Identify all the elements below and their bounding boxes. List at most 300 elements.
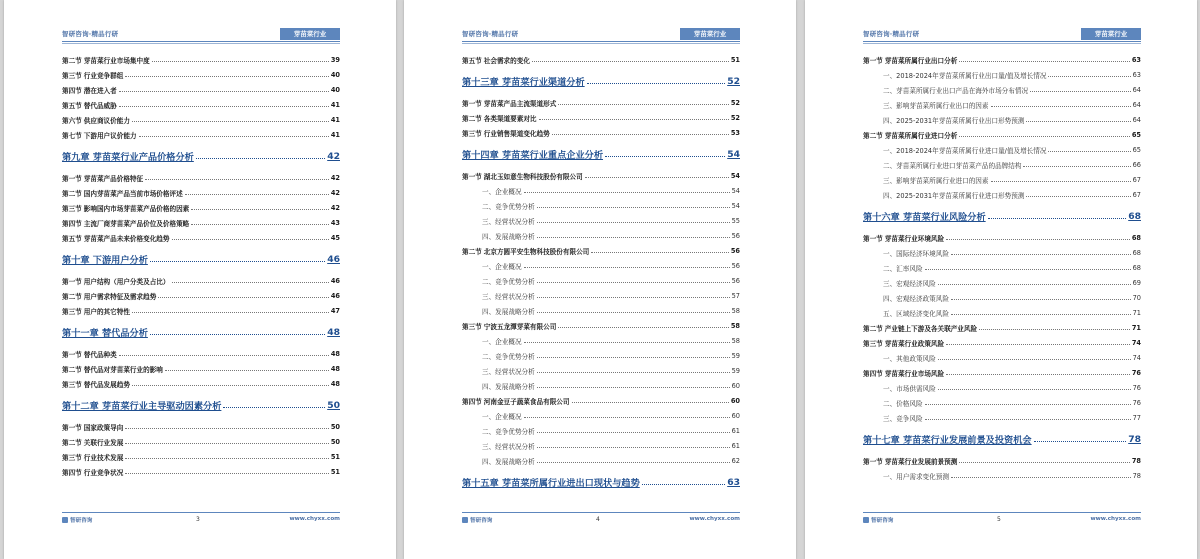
toc-section-entry[interactable] bbox=[62, 376, 340, 391]
toc-entry-title: 芽苗菜行业发展前景预测 bbox=[884, 457, 958, 466]
dot-leader bbox=[572, 402, 729, 403]
dot-leader bbox=[991, 181, 1131, 182]
toc-entry-title: 芽苗菜行业市场风险 bbox=[884, 369, 945, 378]
toc-section-entry[interactable] bbox=[62, 361, 340, 376]
toc-entry-title: 社会需求的变化 bbox=[483, 56, 530, 65]
toc-section-entry[interactable] bbox=[462, 318, 740, 333]
toc-entry-title: 二、芽苗菜所属行业出口产品在海外市场分布情况 bbox=[883, 86, 1029, 95]
toc-section-entry[interactable] bbox=[863, 127, 1141, 142]
dot-leader bbox=[1034, 441, 1127, 442]
toc-subsection-entry[interactable] bbox=[462, 183, 740, 198]
toc-chapter-entry[interactable] bbox=[62, 245, 340, 273]
toc-page-number: 63 bbox=[1131, 55, 1141, 64]
toc-section-number: 第二节 bbox=[462, 114, 482, 123]
toc-entry-title: 一、其他政策风险 bbox=[883, 354, 936, 363]
toc-entry-title: 一、2018-2024年芽苗菜所属行业进口量/值及增长情况 bbox=[883, 146, 1047, 155]
toc-subsection-entry[interactable] bbox=[863, 410, 1141, 425]
toc-section-entry[interactable] bbox=[863, 320, 1141, 335]
toc-page-number: 58 bbox=[731, 336, 740, 345]
dot-leader bbox=[938, 359, 1131, 360]
toc-page-number: 42 bbox=[327, 150, 340, 162]
toc-page-number: 41 bbox=[330, 115, 340, 124]
toc-entry-title: 第十二章 芽苗菜行业主导驱动因素分析 bbox=[62, 401, 222, 412]
dot-leader bbox=[537, 297, 730, 298]
toc-section-number: 第一节 bbox=[62, 350, 82, 359]
toc-section-number: 第三节 bbox=[863, 339, 883, 348]
header-industry-tag: 芽苗菜行业 bbox=[280, 28, 340, 40]
toc-section-entry[interactable] bbox=[62, 185, 340, 200]
dot-leader bbox=[119, 91, 329, 92]
toc-page-number: 48 bbox=[330, 379, 340, 388]
toc-subsection-entry[interactable] bbox=[863, 187, 1141, 202]
dot-leader bbox=[1048, 76, 1130, 77]
toc-subsection-entry[interactable] bbox=[863, 275, 1141, 290]
toc-entry-title: 一、企业概况 bbox=[482, 337, 522, 346]
dot-leader bbox=[125, 458, 328, 459]
toc-page-number: 46 bbox=[330, 276, 340, 285]
toc-subsection-entry[interactable] bbox=[462, 288, 740, 303]
toc-subsection-entry[interactable] bbox=[863, 468, 1141, 483]
header-divider bbox=[462, 41, 740, 42]
toc-section-entry[interactable] bbox=[62, 273, 340, 288]
toc-subsection-entry[interactable] bbox=[863, 82, 1141, 97]
toc-entry-title: 二、价格风险 bbox=[883, 399, 923, 408]
toc-section-number: 第四节 bbox=[62, 219, 82, 228]
toc-entry-title: 三、经营状况分析 bbox=[482, 367, 535, 376]
toc-section-entry[interactable] bbox=[863, 453, 1141, 468]
footer-divider bbox=[863, 512, 1141, 513]
dot-leader bbox=[642, 484, 725, 485]
toc-subsection-entry[interactable] bbox=[462, 453, 740, 468]
toc-entry-title: 河南金豆子蔬菜食品有限公司 bbox=[483, 397, 570, 406]
dot-leader bbox=[132, 312, 329, 313]
toc-entry-title: 湖北玉如意生物科技股份有限公司 bbox=[483, 172, 583, 181]
toc-subsection-entry[interactable] bbox=[863, 112, 1141, 127]
toc-page-number: 41 bbox=[330, 130, 340, 139]
toc-section-number: 第三节 bbox=[462, 322, 482, 331]
dot-leader bbox=[1026, 121, 1130, 122]
header-divider-thin bbox=[863, 43, 1141, 44]
toc-page-number: 78 bbox=[1128, 433, 1141, 445]
toc-section-number: 第三节 bbox=[62, 307, 82, 316]
toc-section-number: 第二节 bbox=[62, 189, 82, 198]
toc-subsection-entry[interactable] bbox=[863, 157, 1141, 172]
toc-page-number: 40 bbox=[330, 85, 340, 94]
toc-page-number: 63 bbox=[727, 476, 740, 488]
header-industry-tag: 芽苗菜行业 bbox=[1081, 28, 1141, 40]
toc-section-entry[interactable] bbox=[863, 52, 1141, 67]
dot-leader bbox=[125, 428, 328, 429]
footer-url[interactable]: www.chyxx.com bbox=[689, 516, 740, 522]
toc-section-entry[interactable] bbox=[863, 230, 1141, 245]
dot-leader bbox=[946, 344, 1130, 345]
toc-entry-title: 替代品威胁 bbox=[83, 101, 117, 110]
toc-subsection-entry[interactable] bbox=[462, 258, 740, 273]
toc-section-entry[interactable] bbox=[462, 125, 740, 140]
toc-section-entry[interactable] bbox=[462, 393, 740, 408]
dot-leader bbox=[152, 61, 329, 62]
toc-page-number: 56 bbox=[731, 231, 740, 240]
toc-section-number: 第五节 bbox=[462, 56, 482, 65]
toc-section-entry[interactable] bbox=[863, 365, 1141, 380]
toc-page-number: 77 bbox=[1132, 413, 1141, 422]
toc-entry-title: 影响国内市场芽苗菜产品价格的因素 bbox=[83, 204, 190, 213]
toc-section-entry[interactable] bbox=[62, 419, 340, 434]
toc-section-entry[interactable] bbox=[462, 95, 740, 110]
toc-section-entry[interactable] bbox=[62, 200, 340, 215]
toc-page-number: 76 bbox=[1131, 368, 1141, 377]
toc-entry-title: 替代品发展趋势 bbox=[83, 380, 130, 389]
toc-subsection-entry[interactable] bbox=[863, 350, 1141, 365]
toc-page-number: 71 bbox=[1132, 308, 1141, 317]
toc-page-number: 68 bbox=[1132, 263, 1141, 272]
dot-leader bbox=[132, 385, 329, 386]
footer-brand-text: 智研咨询 bbox=[871, 518, 894, 524]
dot-leader bbox=[145, 179, 329, 180]
toc-page-number: 52 bbox=[730, 98, 740, 107]
toc-section-entry[interactable] bbox=[62, 303, 340, 318]
toc-section-entry[interactable] bbox=[462, 110, 740, 125]
toc-section-number: 第一节 bbox=[462, 99, 482, 108]
toc-page-number: 65 bbox=[1132, 145, 1141, 154]
toc-subsection-entry[interactable] bbox=[863, 380, 1141, 395]
toc-section-number: 第三节 bbox=[62, 380, 82, 389]
toc-page-number: 56 bbox=[731, 276, 740, 285]
toc-page-number: 64 bbox=[1132, 100, 1141, 109]
toc-page-number: 70 bbox=[1132, 293, 1141, 302]
toc-entry-title: 国内芽苗菜产品当前市场价格评述 bbox=[83, 189, 183, 198]
toc-page-number: 54 bbox=[731, 201, 740, 210]
toc-page-number: 57 bbox=[731, 291, 740, 300]
toc-section-number: 第二节 bbox=[863, 131, 883, 140]
toc-chapter-entry[interactable] bbox=[62, 318, 340, 346]
toc-section-entry[interactable] bbox=[62, 82, 340, 97]
toc-entry-title: 三、影响芽苗菜所属行业出口的因素 bbox=[883, 101, 989, 110]
toc-page-number: 51 bbox=[330, 452, 340, 461]
brand-logo-icon bbox=[62, 517, 68, 523]
dot-leader bbox=[537, 282, 730, 283]
toc-page-number: 39 bbox=[330, 55, 340, 64]
toc-section-entry[interactable] bbox=[62, 127, 340, 142]
toc-entry-title: 一、企业概况 bbox=[482, 187, 522, 196]
toc-entry-title: 四、2025-2031年芽苗菜所属行业进口形势预测 bbox=[883, 191, 1025, 200]
toc-subsection-entry[interactable] bbox=[863, 142, 1141, 157]
dot-leader bbox=[1023, 166, 1130, 167]
toc-page-number: 65 bbox=[1131, 130, 1141, 139]
toc-chapter-entry[interactable] bbox=[62, 142, 340, 170]
dot-leader bbox=[158, 297, 329, 298]
toc-entry-title: 关联行业发展 bbox=[83, 438, 124, 447]
toc-section-number: 第一节 bbox=[462, 172, 482, 181]
toc-entry-title: 行业竞争状况 bbox=[83, 468, 124, 477]
dot-leader bbox=[1026, 196, 1130, 197]
toc-page-number: 58 bbox=[731, 306, 740, 315]
toc-section-number: 第六节 bbox=[62, 116, 82, 125]
header-brand: 智研咨询·精品行研 bbox=[62, 30, 119, 38]
toc-subsection-entry[interactable] bbox=[462, 303, 740, 318]
toc-subsection-entry[interactable] bbox=[462, 423, 740, 438]
dot-leader bbox=[951, 314, 1131, 315]
toc-subsection-entry[interactable] bbox=[863, 290, 1141, 305]
toc-entry-title: 四、宏观经济政策风险 bbox=[883, 294, 949, 303]
toc-section-number: 第四节 bbox=[462, 397, 482, 406]
toc-chapter-entry[interactable] bbox=[62, 391, 340, 419]
toc-page-number: 61 bbox=[731, 441, 740, 450]
dot-leader bbox=[605, 156, 725, 157]
toc-page-number: 67 bbox=[1132, 190, 1141, 199]
toc-section-entry[interactable] bbox=[62, 434, 340, 449]
toc-subsection-entry[interactable] bbox=[863, 395, 1141, 410]
toc-entry-title: 四、发展战略分析 bbox=[482, 307, 535, 316]
toc-section-number: 第一节 bbox=[62, 277, 82, 286]
toc-section-number: 第三节 bbox=[462, 129, 482, 138]
toc-chapter-entry[interactable] bbox=[863, 425, 1141, 453]
toc-page-number: 56 bbox=[731, 261, 740, 270]
toc-page-number: 46 bbox=[330, 291, 340, 300]
toc-chapter-entry[interactable] bbox=[863, 202, 1141, 230]
toc-section-number: 第二节 bbox=[462, 247, 482, 256]
dot-leader bbox=[988, 218, 1127, 219]
toc-entry-title: 第十七章 芽苗菜行业发展前景及投资机会 bbox=[863, 435, 1032, 446]
toc-page-number: 60 bbox=[730, 396, 740, 405]
toc-entry-title: 三、竞争风险 bbox=[883, 414, 923, 423]
footer-brand bbox=[462, 516, 492, 524]
dot-leader bbox=[925, 419, 1131, 420]
dot-leader bbox=[524, 342, 730, 343]
toc-entry-title: 芽苗菜行业政策风险 bbox=[884, 339, 945, 348]
toc-section-number: 第七节 bbox=[62, 131, 82, 140]
toc-page-number: 50 bbox=[327, 399, 340, 411]
toc-page-number: 52 bbox=[730, 113, 740, 122]
toc-entry-title: 芽苗菜产品价格特征 bbox=[83, 174, 144, 183]
dot-leader bbox=[139, 136, 329, 137]
toc-page-number: 61 bbox=[731, 426, 740, 435]
toc-entry-title: 行业销售渠道变化趋势 bbox=[483, 129, 550, 138]
toc-section-entry[interactable] bbox=[462, 168, 740, 183]
toc-page-number: 68 bbox=[1131, 233, 1141, 242]
dot-leader bbox=[119, 106, 329, 107]
toc-entry-title: 潜在进入者 bbox=[83, 86, 117, 95]
toc-section-entry[interactable] bbox=[62, 449, 340, 464]
toc-chapter-entry[interactable] bbox=[462, 140, 740, 168]
toc-entry-title: 替代品种类 bbox=[83, 350, 117, 359]
footer-url[interactable]: www.chyxx.com bbox=[289, 516, 340, 522]
page-number: 3 bbox=[196, 516, 200, 523]
dot-leader bbox=[946, 239, 1130, 240]
toc-subsection-entry[interactable] bbox=[462, 333, 740, 348]
toc-entry-title: 一、企业概况 bbox=[482, 262, 522, 271]
dot-leader bbox=[951, 477, 1131, 478]
dot-leader bbox=[959, 61, 1130, 62]
dot-leader bbox=[959, 136, 1130, 137]
dot-leader bbox=[150, 261, 325, 262]
toc-section-number: 第二节 bbox=[863, 324, 883, 333]
dot-leader bbox=[119, 355, 329, 356]
dot-leader bbox=[132, 121, 329, 122]
toc-section-number: 第二节 bbox=[62, 292, 82, 301]
toc-subsection-entry[interactable] bbox=[863, 67, 1141, 82]
toc-entry-title: 四、发展战略分析 bbox=[482, 232, 535, 241]
toc-entry-title: 第十一章 替代品分析 bbox=[62, 328, 148, 339]
toc-section-entry[interactable] bbox=[462, 52, 740, 67]
toc-entry-title: 行业技术发展 bbox=[83, 453, 124, 462]
header-divider-thin bbox=[62, 43, 340, 44]
toc-entry-title: 二、竞争优势分析 bbox=[482, 427, 535, 436]
toc-page-number: 58 bbox=[730, 321, 740, 330]
dot-leader bbox=[125, 473, 328, 474]
toc-page-number: 62 bbox=[731, 456, 740, 465]
toc-section-number: 第二节 bbox=[62, 365, 82, 374]
toc-section-entry[interactable] bbox=[62, 346, 340, 361]
toc-page-number: 54 bbox=[731, 186, 740, 195]
toc-section-number: 第一节 bbox=[62, 423, 82, 432]
toc-entry-title: 二、竞争优势分析 bbox=[482, 202, 535, 211]
toc-subsection-entry[interactable] bbox=[462, 378, 740, 393]
dot-leader bbox=[150, 334, 325, 335]
dot-leader bbox=[1048, 151, 1130, 152]
toc-subsection-entry[interactable] bbox=[462, 408, 740, 423]
dot-leader bbox=[539, 119, 729, 120]
toc-subsection-entry[interactable] bbox=[863, 172, 1141, 187]
toc-page-number: 42 bbox=[330, 173, 340, 182]
toc-entry-title: 用户结构（用户分类及占比） bbox=[83, 277, 170, 286]
toc-section-number: 第一节 bbox=[62, 174, 82, 183]
toc-entry-title: 第十章 下游用户分析 bbox=[62, 255, 148, 266]
toc-page-number: 41 bbox=[330, 100, 340, 109]
toc-chapter-entry[interactable] bbox=[462, 67, 740, 95]
toc-section-number: 第四节 bbox=[863, 369, 883, 378]
footer-divider bbox=[62, 512, 340, 513]
dot-leader bbox=[537, 447, 730, 448]
toc-entry-title: 四、发展战略分析 bbox=[482, 457, 535, 466]
toc-page-number: 54 bbox=[727, 148, 740, 160]
toc-subsection-entry[interactable] bbox=[863, 260, 1141, 275]
toc-section-entry[interactable] bbox=[863, 335, 1141, 350]
dot-leader bbox=[185, 194, 329, 195]
toc-section-number: 第四节 bbox=[62, 468, 82, 477]
toc-page-number: 60 bbox=[731, 381, 740, 390]
footer-brand-text: 智研咨询 bbox=[70, 518, 93, 524]
toc-section-entry[interactable] bbox=[62, 112, 340, 127]
dot-leader bbox=[532, 61, 729, 62]
toc-section-entry[interactable] bbox=[62, 170, 340, 185]
dot-leader bbox=[125, 76, 328, 77]
toc-page-number: 47 bbox=[330, 306, 340, 315]
toc-page-number: 63 bbox=[1132, 70, 1141, 79]
toc-section-entry[interactable] bbox=[462, 243, 740, 258]
toc-entry-title: 芽苗菜产品未来价格变化趋势 bbox=[83, 234, 170, 243]
toc-subsection-entry[interactable] bbox=[462, 198, 740, 213]
toc-section-entry[interactable] bbox=[62, 464, 340, 479]
toc-page-number: 76 bbox=[1132, 383, 1141, 392]
document-page bbox=[4, 0, 396, 559]
toc-subsection-entry[interactable] bbox=[462, 363, 740, 378]
toc-entry-title: 二、竞争优势分析 bbox=[482, 352, 535, 361]
toc-section-entry[interactable] bbox=[62, 97, 340, 112]
document-page bbox=[404, 0, 796, 559]
toc-entry-title: 第十四章 芽苗菜行业重点企业分析 bbox=[462, 150, 604, 161]
footer-brand bbox=[863, 516, 893, 524]
toc-chapter-entry[interactable] bbox=[462, 468, 740, 496]
page-number: 4 bbox=[596, 516, 600, 523]
toc-entry-title: 行业竞争群组 bbox=[83, 71, 124, 80]
toc-subsection-entry[interactable] bbox=[462, 228, 740, 243]
toc-entry-title: 二、汇率风险 bbox=[883, 264, 923, 273]
footer-url[interactable]: www.chyxx.com bbox=[1090, 516, 1141, 522]
toc-subsection-entry[interactable] bbox=[462, 438, 740, 453]
header-brand: 智研咨询·精品行研 bbox=[462, 30, 519, 38]
toc-entry-title: 北京方圆平安生物科技股份有限公司 bbox=[483, 247, 590, 256]
dot-leader bbox=[991, 106, 1131, 107]
toc-section-entry[interactable] bbox=[62, 288, 340, 303]
header-divider-thin bbox=[462, 43, 740, 44]
dot-leader bbox=[979, 329, 1130, 330]
toc-section-number: 第一节 bbox=[863, 234, 883, 243]
toc-subsection-entry[interactable] bbox=[462, 213, 740, 228]
dot-leader bbox=[558, 104, 729, 105]
toc-section-entry[interactable] bbox=[62, 52, 340, 67]
toc-entry-title: 第九章 芽苗菜行业产品价格分析 bbox=[62, 152, 194, 163]
dot-leader bbox=[558, 327, 729, 328]
toc-page-number: 74 bbox=[1132, 353, 1141, 362]
footer-brand bbox=[62, 516, 92, 524]
dot-leader bbox=[587, 83, 726, 84]
toc-subsection-entry[interactable] bbox=[462, 348, 740, 363]
dot-leader bbox=[537, 237, 730, 238]
toc-entry-title: 宁波五龙潭芽菜有限公司 bbox=[483, 322, 557, 331]
toc-section-entry[interactable] bbox=[62, 230, 340, 245]
dot-leader bbox=[537, 357, 730, 358]
toc-entry-title: 下游用户议价能力 bbox=[83, 131, 137, 140]
toc-page-number: 42 bbox=[330, 188, 340, 197]
toc-page-number: 64 bbox=[1132, 115, 1141, 124]
toc-entry-title: 一、2018-2024年芽苗菜所属行业出口量/值及增长情况 bbox=[883, 71, 1047, 80]
toc-subsection-entry[interactable] bbox=[863, 245, 1141, 260]
dot-leader bbox=[537, 372, 730, 373]
toc-page-number: 51 bbox=[730, 55, 740, 64]
toc-section-number: 第三节 bbox=[62, 71, 82, 80]
toc-entry-title: 替代品对芽苗菜行业的影响 bbox=[83, 365, 163, 374]
toc-page-number: 68 bbox=[1132, 248, 1141, 257]
dot-leader bbox=[951, 299, 1131, 300]
header-industry-tag: 芽苗菜行业 bbox=[680, 28, 740, 40]
toc-section-number: 第二节 bbox=[62, 56, 82, 65]
toc-page-number: 67 bbox=[1132, 175, 1141, 184]
dot-leader bbox=[524, 192, 730, 193]
dot-leader bbox=[537, 222, 730, 223]
toc-section-entry[interactable] bbox=[62, 215, 340, 230]
toc-entry-title: 一、用户需求变化预测 bbox=[883, 472, 949, 481]
dot-leader bbox=[591, 252, 729, 253]
toc-subsection-entry[interactable] bbox=[462, 273, 740, 288]
dot-leader bbox=[1030, 91, 1131, 92]
toc-section-number: 第五节 bbox=[62, 101, 82, 110]
dot-leader bbox=[925, 269, 1131, 270]
dot-leader bbox=[223, 407, 325, 408]
dot-leader bbox=[537, 207, 730, 208]
toc-page-number: 43 bbox=[330, 218, 340, 227]
toc-page-number: 50 bbox=[330, 437, 340, 446]
toc-entry-title: 芽苗菜行业市场集中度 bbox=[83, 56, 150, 65]
toc-page-number: 48 bbox=[327, 326, 340, 338]
toc-section-entry[interactable] bbox=[62, 67, 340, 82]
dot-leader bbox=[537, 462, 730, 463]
toc-page-number: 40 bbox=[330, 70, 340, 79]
toc-subsection-entry[interactable] bbox=[863, 97, 1141, 112]
toc-page-number: 68 bbox=[1128, 210, 1141, 222]
toc-subsection-entry[interactable] bbox=[863, 305, 1141, 320]
toc-section-number: 第二节 bbox=[62, 438, 82, 447]
